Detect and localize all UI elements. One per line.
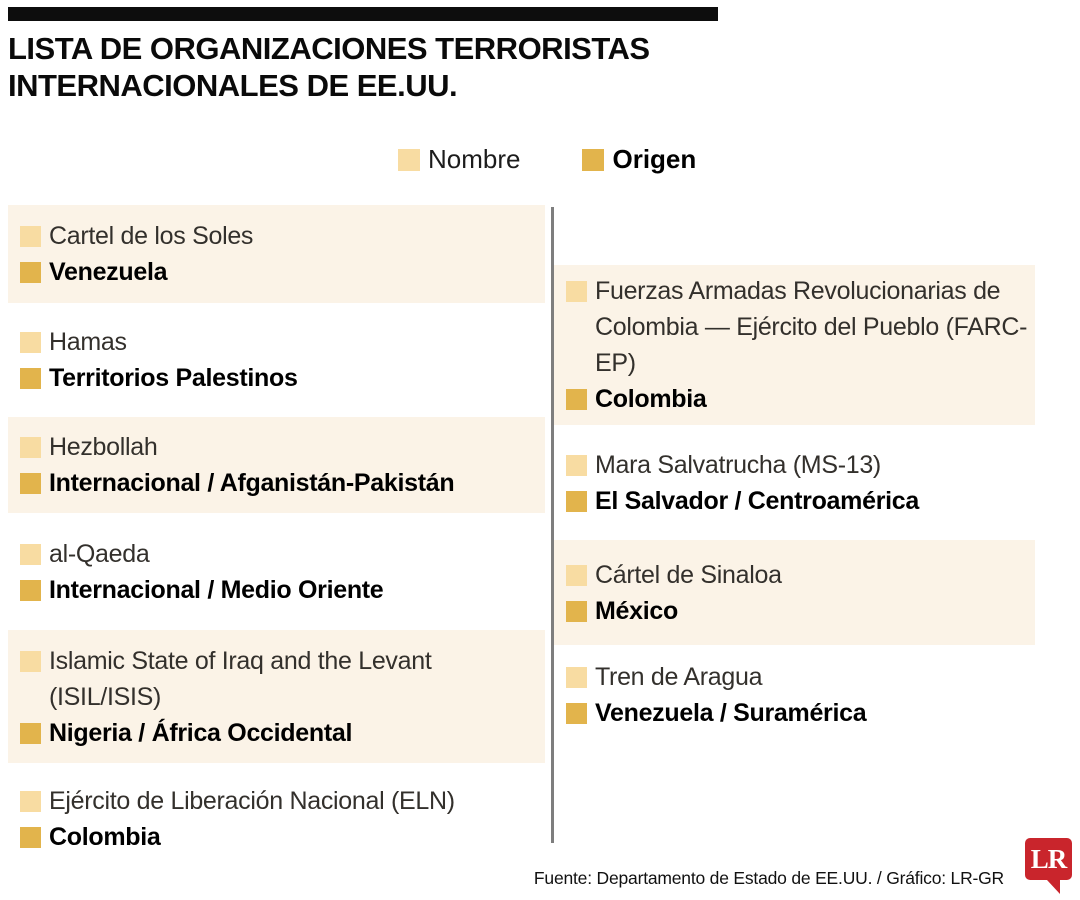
organization-origin: El Salvador / Centroamérica (595, 486, 919, 515)
organization-name: Hamas (49, 328, 127, 356)
organization-origin: Territorios Palestinos (49, 364, 298, 392)
origin-swatch-icon (20, 580, 41, 601)
legend-name-label: Nombre (428, 144, 521, 174)
org-row-hamas (8, 303, 545, 417)
name-swatch-icon (20, 791, 41, 812)
organization-name: Fuerzas Armadas Revolucionarias de Colombia — Ejército del Pueblo (FARC-EP) (595, 277, 1028, 377)
name-swatch-icon (398, 149, 420, 171)
org-row-cartel-de-los-soles (8, 205, 545, 303)
origin-swatch-icon (566, 491, 587, 512)
legend (398, 144, 696, 174)
origin-swatch-icon (566, 601, 587, 622)
origin-swatch-icon (20, 262, 41, 283)
origin-swatch-icon (20, 723, 41, 744)
organization-name: al-Qaeda (49, 539, 150, 568)
org-row-eln (8, 763, 545, 875)
name-swatch-icon (566, 667, 587, 688)
legend-item-name (398, 144, 520, 174)
origin-swatch-icon (566, 389, 587, 410)
name-swatch-icon (566, 281, 587, 302)
organization-name: Islamic State of Iraq and the Levant (ISIL/ISIS) (49, 646, 432, 711)
origin-swatch-icon (20, 473, 41, 494)
origin-swatch-icon (20, 827, 41, 848)
org-row-mara-salvatrucha (554, 425, 1035, 540)
name-swatch-icon (20, 226, 41, 247)
organization-name: Hezbollah (49, 433, 158, 461)
name-swatch-icon (566, 455, 587, 476)
legend-origin-label: Origen (612, 144, 697, 174)
lr-logo-tail-icon (1047, 880, 1060, 894)
org-row-cartel-de-sinaloa (554, 540, 1035, 645)
name-swatch-icon (20, 437, 41, 458)
page-title (8, 30, 748, 104)
organization-origin: Internacional / Afganistán-Pakistán (49, 469, 455, 497)
origin-swatch-icon (566, 703, 587, 724)
organization-origin: Venezuela / Suramérica (595, 699, 867, 727)
organization-origin: Colombia (595, 385, 707, 413)
org-row-tren-de-aragua (554, 645, 1035, 745)
org-row-farc-ep (554, 265, 1035, 425)
org-row-isil-isis (8, 630, 545, 763)
name-swatch-icon (20, 544, 41, 565)
organization-origin: Colombia (49, 823, 161, 851)
organization-origin: Internacional / Medio Oriente (49, 575, 384, 604)
org-row-al-qaeda (8, 513, 545, 630)
organization-name: Ejército de Liberación Nacional (ELN) (49, 787, 455, 815)
organization-name: Mara Salvatrucha (MS-13) (595, 450, 881, 479)
legend-item-origin (582, 144, 696, 174)
name-swatch-icon (20, 651, 41, 672)
name-swatch-icon (20, 332, 41, 353)
organization-name: Tren de Aragua (595, 663, 763, 691)
page-title-line2: INTERNACIONALES DE EE.UU. (8, 68, 458, 103)
page-title-line1: LISTA DE ORGANIZACIONES TERRORISTAS (8, 31, 650, 66)
organization-name: Cártel de Sinaloa (595, 560, 782, 589)
organization-origin: Venezuela (49, 258, 168, 286)
name-swatch-icon (566, 565, 587, 586)
lr-logo (1025, 838, 1072, 880)
top-bar (8, 7, 718, 21)
organization-origin: Nigeria / África Occidental (49, 718, 353, 747)
source-credit: Fuente: Departamento de Estado de EE.UU. / Gráfico: LR-GR (533, 868, 1004, 888)
organization-name: Cartel de los Soles (49, 222, 254, 250)
origin-swatch-icon (20, 368, 41, 389)
origin-swatch-icon (582, 149, 604, 171)
lr-logo-text: LR (1030, 843, 1067, 874)
organization-origin: México (595, 596, 678, 625)
org-row-hezbollah (8, 417, 545, 513)
